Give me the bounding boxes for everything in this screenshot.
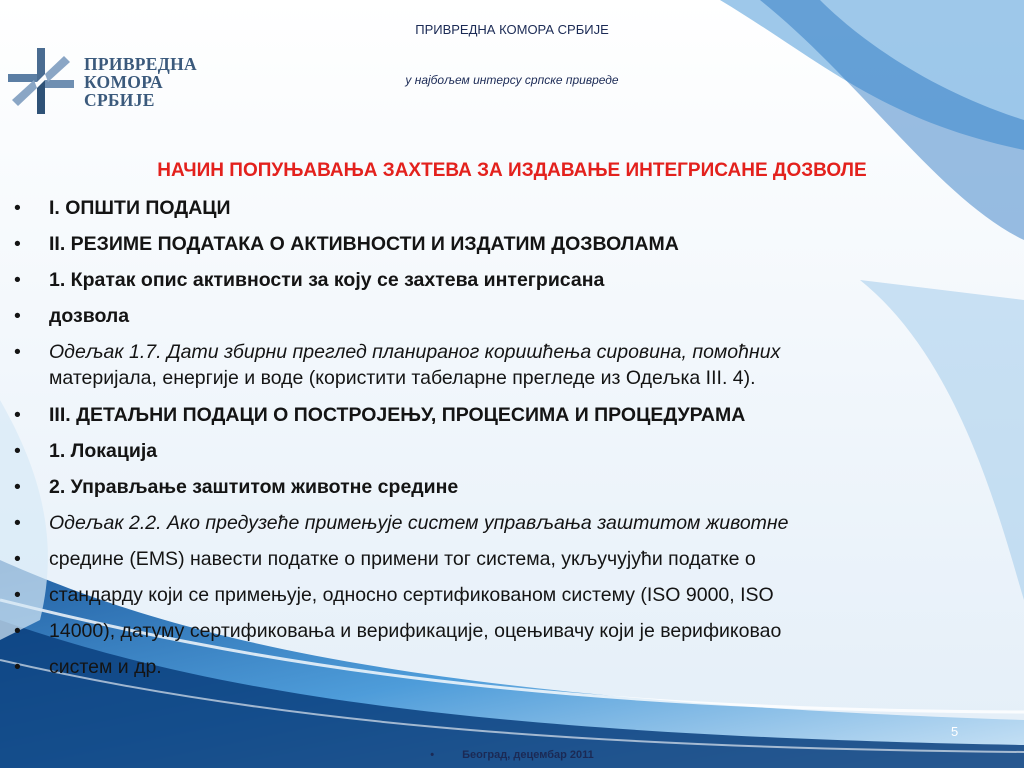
list-item-text: стандарду који се примењује, односно сертификованом систему (ISO 9000, ISO <box>49 584 774 606</box>
footer-text: Београд, децембар 2011 <box>462 749 594 761</box>
bullet-icon: • <box>14 548 21 570</box>
logo-wordmark <box>84 55 197 109</box>
list-item-text: 1. Кратак опис активности за коју се захтева интегрисана <box>49 269 605 291</box>
list-item <box>14 339 999 391</box>
footer-bullet-icon: • <box>430 749 435 761</box>
list-item <box>14 475 999 499</box>
bullet-icon: • <box>14 269 21 291</box>
list-item <box>14 439 999 463</box>
bullet-icon: • <box>14 656 21 678</box>
list-item-text-italic: Одељак 1.7. Дати збирни преглед планираног коришћења сировина, помоћних <box>49 341 781 363</box>
list-item-text: 1. Локација <box>49 440 158 462</box>
list-item-text: Одељак 2.2. Ако предузеће примењује систем управљања заштитом животне <box>49 512 789 534</box>
bullet-icon: • <box>14 476 21 498</box>
logo-line: СРБИЈЕ <box>84 90 155 110</box>
list-item <box>14 196 999 220</box>
list-item-text: материјала, енергије и воде (користити табеларне прегледе из Одељка III. 4). <box>49 367 756 389</box>
bullet-icon: • <box>14 512 21 534</box>
bullet-icon: • <box>14 233 21 255</box>
list-item <box>14 547 999 571</box>
org-title: ПРИВРЕДНА КОМОРА СРБИЈЕ <box>415 22 609 37</box>
logo-line: ПРИВРЕДНА <box>84 54 197 74</box>
list-item <box>14 304 999 328</box>
list-item-text: средине (EMS) навести податке о примени тог система, укључујући податке о <box>49 548 756 570</box>
bullet-icon: • <box>14 341 21 363</box>
list-item <box>14 268 999 292</box>
list-item <box>14 619 999 643</box>
footer <box>0 749 1024 761</box>
list-item-text: I. ОПШТИ ПОДАЦИ <box>49 197 231 219</box>
bullet-icon: • <box>14 584 21 606</box>
list-item <box>14 511 999 535</box>
slide-heading: НАЧИН ПОПУЊАВАЊА ЗАХТЕВА ЗА ИЗДАВАЊЕ ИНТЕГРИСАНЕ ДОЗВОЛЕ <box>157 160 867 181</box>
chamber-cross-logo-icon <box>4 44 78 118</box>
bullet-list <box>14 196 999 691</box>
list-item-text: 2. Управљање заштитом животне средине <box>49 476 459 498</box>
bullet-icon: • <box>14 620 21 642</box>
bullet-icon: • <box>14 440 21 462</box>
bullet-icon: • <box>14 305 21 327</box>
list-item-text: III. ДЕТАЉНИ ПОДАЦИ О ПОСТРОЈЕЊУ, ПРОЦЕСИМА И ПРОЦЕДУРАМА <box>49 404 746 426</box>
list-item-text: 14000), датуму сертификовања и верификације, оцењивачу који је верификовао <box>49 620 782 642</box>
logo-line: КОМОРА <box>84 72 163 92</box>
bullet-icon: • <box>14 197 21 219</box>
list-item <box>14 403 999 427</box>
list-item <box>14 232 999 256</box>
list-item-text: II. РЕЗИМЕ ПОДАТАКА О АКТИВНОСТИ И ИЗДАТИМ ДОЗВОЛАМА <box>49 233 679 255</box>
chamber-logo <box>4 44 214 118</box>
list-item <box>14 583 999 607</box>
page-number: 5 <box>951 724 959 739</box>
list-item-text: систем и др. <box>49 656 162 678</box>
list-item-text: дозвола <box>49 305 130 327</box>
tagline: у најбољем интерсу српске привреде <box>405 73 619 87</box>
bullet-icon: • <box>14 404 21 426</box>
list-item <box>14 655 999 679</box>
